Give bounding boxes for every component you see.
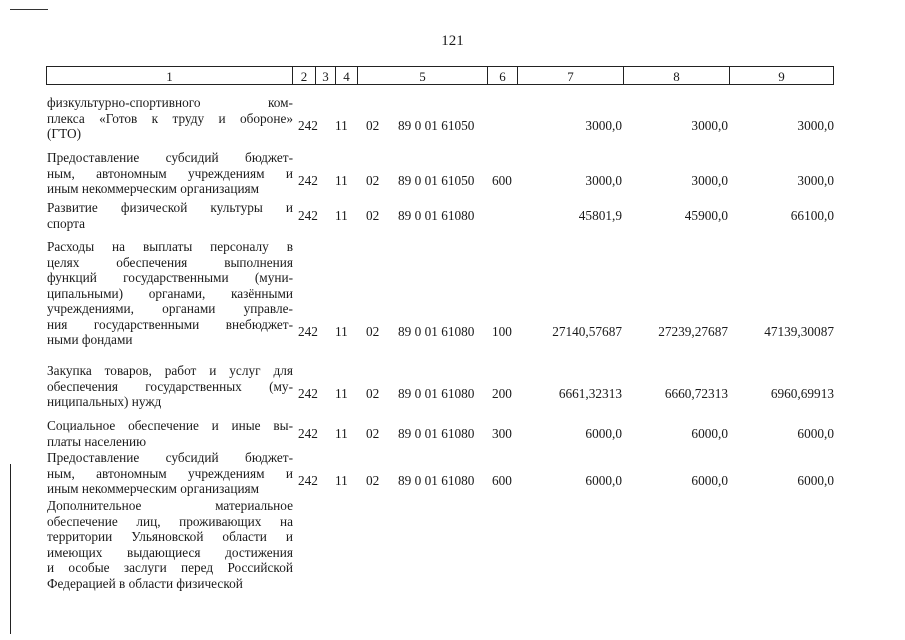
cell-c4: 02 <box>366 207 380 223</box>
row-description <box>47 239 293 348</box>
description-line: Социальное обеспечение и иные вы- <box>47 418 293 433</box>
row-description <box>47 200 293 231</box>
cell-c5: 89 0 01 61050 <box>398 173 475 188</box>
cell-c3: 11 <box>335 386 348 401</box>
cell-c2: 242 <box>298 173 318 188</box>
left-scan-mark <box>10 464 11 634</box>
cell-c7: 3000,0 <box>585 118 622 133</box>
description-line: (ГТО) <box>47 126 82 141</box>
cell-c7: 6661,32313 <box>558 386 622 401</box>
cell-c5: 89 0 01 61080 <box>398 324 475 339</box>
row-description <box>47 450 293 497</box>
row-description <box>47 363 293 410</box>
row-description <box>47 150 293 197</box>
cell-c4: 02 <box>366 173 380 188</box>
top-scan-mark <box>10 9 48 10</box>
header-col-6: 6 <box>488 67 518 84</box>
cell-c5: 89 0 01 61080 <box>398 207 475 223</box>
description-line: территории Ульяновской области и <box>47 529 293 544</box>
description-line: обеспечения государственных (му- <box>47 378 293 394</box>
cell-c8: 3000,0 <box>691 173 728 188</box>
cell-c8: 6000,0 <box>691 425 728 441</box>
cell-c9: 47139,30087 <box>764 324 834 339</box>
cell-c8: 6000,0 <box>691 473 728 488</box>
cell-c7: 27140,57687 <box>552 324 622 339</box>
cell-c8: 45900,0 <box>684 207 728 223</box>
cell-c4: 02 <box>366 473 380 488</box>
header-col-1: 1 <box>47 67 293 84</box>
cell-c9: 6000,0 <box>797 425 834 441</box>
cell-c7: 6000,0 <box>585 473 622 488</box>
cell-c6: 100 <box>492 324 512 339</box>
cell-c2: 242 <box>298 386 318 401</box>
header-col-2: 2 <box>293 67 316 84</box>
cell-c3: 11 <box>335 324 348 339</box>
description-line: целях обеспечения выполнения <box>47 254 293 270</box>
description-line: Предоставление субсидий бюджет- <box>47 450 293 465</box>
description-line: ния государственными внебюджет- <box>47 316 293 332</box>
description-line: Федерацией в области физической <box>47 575 243 591</box>
cell-c6: 600 <box>492 473 512 488</box>
header-col-9: 9 <box>778 69 785 84</box>
cell-c9: 3000,0 <box>797 118 834 133</box>
cell-c6: 200 <box>492 386 512 401</box>
cell-c3: 11 <box>335 473 348 488</box>
cell-c5: 89 0 01 61080 <box>398 473 475 488</box>
row-description <box>47 95 293 142</box>
cell-c3: 11 <box>335 207 348 223</box>
table-header-row <box>46 66 834 85</box>
cell-c5: 89 0 01 61080 <box>398 425 475 441</box>
description-line: Развитие физической культуры и <box>47 200 293 215</box>
cell-c2: 242 <box>298 425 318 441</box>
cell-c5: 89 0 01 61080 <box>398 386 475 401</box>
cell-c9: 3000,0 <box>797 173 834 188</box>
description-line: Предоставление субсидий бюджет- <box>47 150 293 165</box>
header-col-4: 4 <box>336 67 358 84</box>
cell-c8: 27239,27687 <box>658 324 728 339</box>
description-line: учреждениями, органами управле- <box>47 301 293 316</box>
cell-c3: 11 <box>335 118 348 133</box>
description-line: Расходы на выплаты персоналу в <box>47 239 293 254</box>
cell-c8: 3000,0 <box>691 118 728 133</box>
cell-c2: 242 <box>298 473 318 488</box>
cell-c2: 242 <box>298 324 318 339</box>
description-line: иным некоммерческим организациям <box>47 481 260 496</box>
cell-c9: 6960,69913 <box>770 386 834 401</box>
description-line: ниципальных) нужд <box>47 394 162 409</box>
cell-c4: 02 <box>366 425 380 441</box>
description-line: ципальными) органами, казёнными <box>47 285 293 301</box>
description-line: обеспечение лиц, проживающих на <box>47 513 293 529</box>
description-line: ным, автономным учреждениям и <box>47 165 293 181</box>
description-line: ными фондами <box>47 332 133 347</box>
cell-c3: 11 <box>335 425 348 441</box>
page-number: 121 <box>441 33 464 49</box>
cell-c2: 242 <box>298 118 318 133</box>
cell-c7: 3000,0 <box>585 173 622 188</box>
cell-c8: 6660,72313 <box>664 386 728 401</box>
description-line: иным некоммерческим организациям <box>47 181 260 196</box>
cell-c7: 6000,0 <box>585 425 622 441</box>
cell-c9: 66100,0 <box>790 207 834 223</box>
cell-c4: 02 <box>366 386 380 401</box>
header-col-5: 5 <box>358 67 488 84</box>
description-line: физкультурно-спортивного ком- <box>47 95 293 110</box>
cell-c5: 89 0 01 61050 <box>398 118 475 133</box>
header-col-8: 8 <box>624 67 730 84</box>
description-line: и особые заслуги перед Российской <box>47 560 293 575</box>
cell-c9: 6000,0 <box>797 473 834 488</box>
cell-c3: 11 <box>335 173 348 188</box>
description-line: Дополнительное материальное <box>47 498 293 513</box>
description-line: спорта <box>47 215 86 231</box>
description-line: имеющих выдающиеся достижения <box>47 544 293 560</box>
description-line: платы населению <box>47 433 147 449</box>
cell-c2: 242 <box>298 207 318 223</box>
description-line: функций государственными (муни- <box>47 270 293 285</box>
cell-c7: 45801,9 <box>578 207 622 223</box>
description-line: Закупка товаров, работ и услуг для <box>47 363 293 378</box>
header-col-7: 7 <box>518 67 624 84</box>
row-description <box>47 418 293 449</box>
cell-c6: 300 <box>492 425 512 441</box>
row-description <box>47 498 293 591</box>
description-line: ным, автономным учреждениям и <box>47 465 293 481</box>
description-line: плекса «Готов к труду и обороне» <box>47 110 293 126</box>
header-col-3: 3 <box>316 67 336 84</box>
cell-c4: 02 <box>366 118 380 133</box>
cell-c4: 02 <box>366 324 380 339</box>
cell-c6: 600 <box>492 173 512 188</box>
